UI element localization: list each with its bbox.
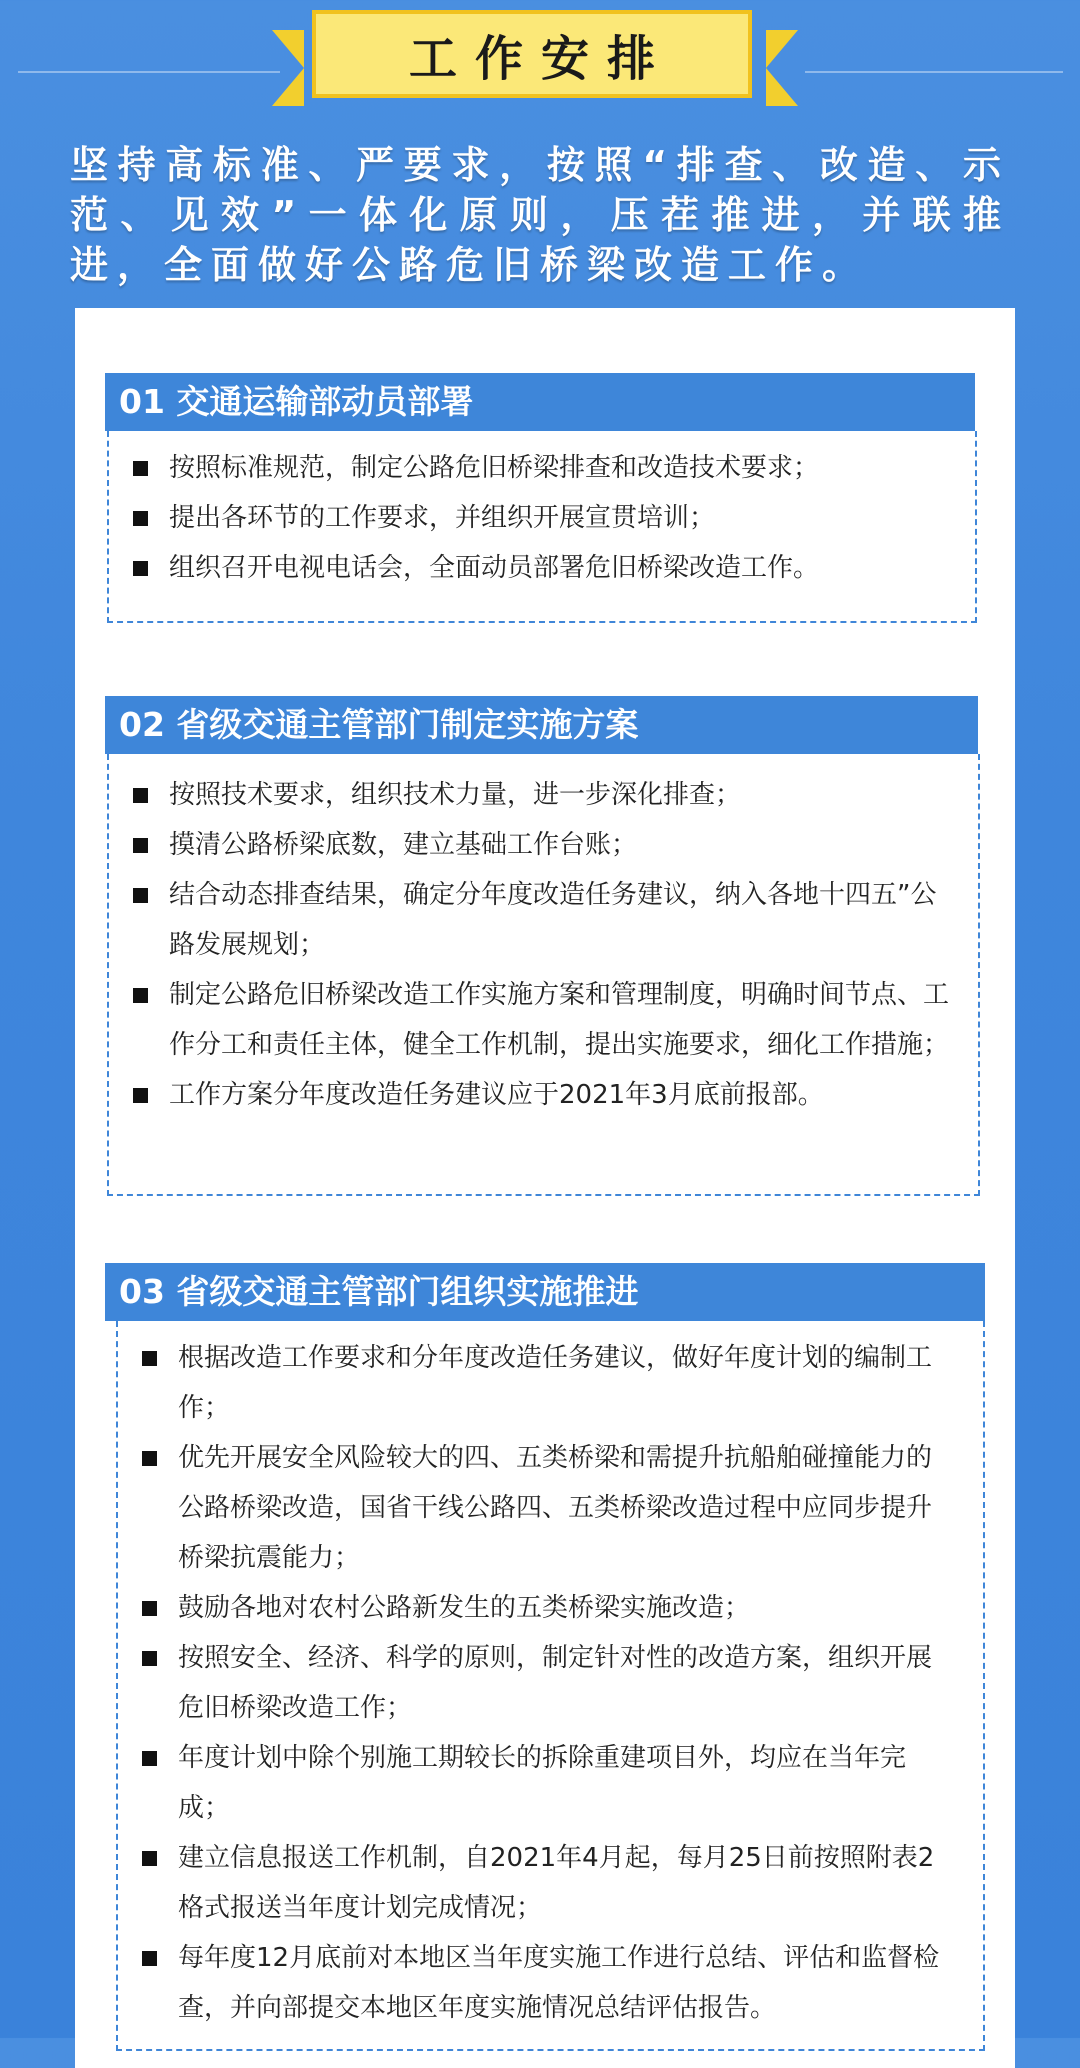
section-box-01 <box>107 431 977 623</box>
intro-paragraph: 坚持高标准、严要求，按照“排查、改造、示范、见效”一体化原则，压茬推进，并联推进，全面做好公路危旧桥梁改造工作。 <box>70 143 1010 287</box>
section-header-01: 01 交通运输部动员部署 <box>105 373 975 431</box>
bullet-icon <box>133 988 148 1003</box>
bullet-icon <box>133 561 148 576</box>
bullet-icon <box>142 1601 157 1616</box>
bullet-icon <box>142 1351 157 1366</box>
list-item: 年度计划中除个别施工期较长的拆除重建项目外，均应在当年完成； <box>118 1733 983 1833</box>
ribbon-tail-right <box>766 30 798 106</box>
list-item: 按照技术要求，组织技术力量，进一步深化排查； <box>109 770 978 820</box>
ribbon-tail-left <box>272 30 304 106</box>
section-header-03: 03 省级交通主管部门组织实施推进 <box>105 1263 985 1321</box>
bullet-icon <box>133 511 148 526</box>
bullet-icon <box>133 888 148 903</box>
list-item: 建立信息报送工作机制，自2021年4月起，每月25日前按照附表2格式报送当年度计划完成情况； <box>118 1833 983 1933</box>
list-item: 按照安全、经济、科学的原则，制定针对性的改造方案，组织开展危旧桥梁改造工作； <box>118 1633 983 1733</box>
bullet-icon <box>133 788 148 803</box>
list-item: 根据改造工作要求和分年度改造任务建议，做好年度计划的编制工作； <box>118 1333 983 1433</box>
decor-line-left <box>18 71 280 73</box>
list-item: 结合动态排查结果，确定分年度改造任务建议，纳入各地十四五”公路发展规划； <box>109 870 978 970</box>
section-box-03 <box>116 1321 985 2051</box>
list-item: 提出各环节的工作要求，并组织开展宣贯培训； <box>109 493 975 543</box>
section-list-01 <box>109 443 975 593</box>
section-header-02: 02 省级交通主管部门制定实施方案 <box>105 696 978 754</box>
bullet-icon <box>142 1951 157 1966</box>
list-item: 按照标准规范，制定公路危旧桥梁排查和改造技术要求； <box>109 443 975 493</box>
bullet-icon <box>142 1651 157 1666</box>
bullet-icon <box>133 1088 148 1103</box>
list-item: 鼓励各地对农村公路新发生的五类桥梁实施改造； <box>118 1583 983 1633</box>
list-item: 优先开展安全风险较大的四、五类桥梁和需提升抗船舶碰撞能力的公路桥梁改造，国省干线公路四、五类桥梁改造过程中应同步提升桥梁抗震能力； <box>118 1433 983 1583</box>
bullet-icon <box>133 838 148 853</box>
list-item: 组织召开电视电话会，全面动员部署危旧桥梁改造工作。 <box>109 543 975 593</box>
list-item: 工作方案分年度改造任务建议应于2021年3月底前报部。 <box>109 1070 978 1120</box>
page-title: 工作安排 <box>408 30 673 87</box>
list-item: 摸清公路桥梁底数，建立基础工作台账； <box>109 820 978 870</box>
bullet-icon <box>133 461 148 476</box>
bullet-icon <box>142 1851 157 1866</box>
section-list-03 <box>118 1333 983 2033</box>
bullet-icon <box>142 1751 157 1766</box>
decor-line-right <box>805 71 1063 73</box>
bullet-icon <box>142 1451 157 1466</box>
section-list-02 <box>109 770 978 1120</box>
list-item: 每年度12月底前对本地区当年度实施工作进行总结、评估和监督检查，并向部提交本地区年度实施情况总结评估报告。 <box>118 1933 983 2033</box>
title-banner <box>312 10 752 98</box>
list-item: 制定公路危旧桥梁改造工作实施方案和管理制度，明确时间节点、工作分工和责任主体，健全工作机制，提出实施要求，细化工作措施； <box>109 970 978 1070</box>
section-box-02 <box>107 754 980 1196</box>
